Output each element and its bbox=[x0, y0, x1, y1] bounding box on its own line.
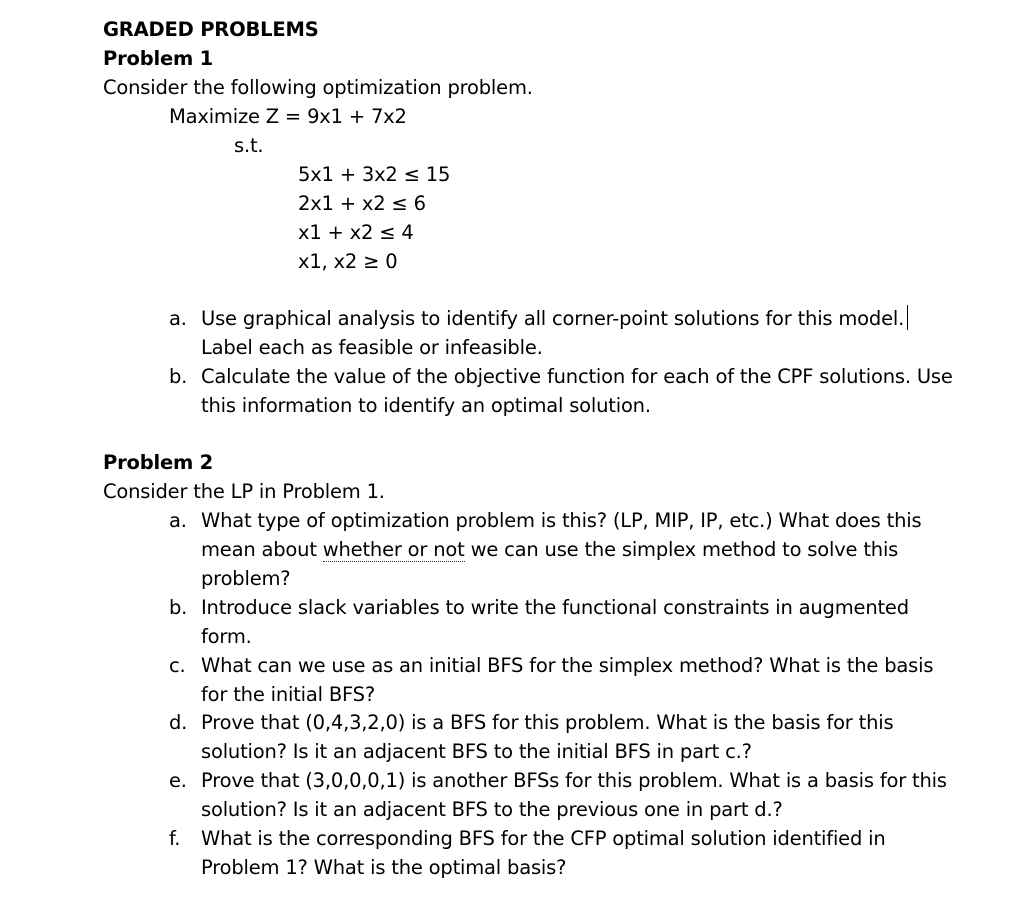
list-marker: e. bbox=[169, 769, 187, 792]
problem-2c-line-1: What can we use as an initial BFS for the simplex method? What is the basis bbox=[201, 654, 934, 677]
problem-1a-line-1: Use graphical analysis to identify all corner-point solutions for this model. bbox=[201, 307, 905, 330]
subject-to-label: s.t. bbox=[234, 134, 264, 157]
list-marker: a. bbox=[169, 307, 187, 330]
problem-2f-line-1: What is the corresponding BFS for the CFP optimal solution identified in bbox=[201, 827, 886, 850]
objective-function: Maximize Z = 9x1 + 7x2 bbox=[169, 105, 407, 128]
problem-1b-line-1: Calculate the value of the objective function for each of the CPF solutions. Use bbox=[201, 365, 953, 388]
nonnegativity-constraint: x1, x2 ≥ 0 bbox=[298, 250, 398, 273]
spelling-flagged-phrase: whether or not bbox=[322, 538, 465, 561]
problem-1-intro: Consider the following optimization problem. bbox=[103, 76, 533, 99]
problem-2b-line-2: form. bbox=[201, 625, 252, 648]
problem-1-title: Problem 1 bbox=[103, 47, 214, 70]
problem-1a-line-2: Label each as feasible or infeasible. bbox=[201, 336, 543, 359]
problem-2b-line-1: Introduce slack variables to write the functional constraints in augmented bbox=[201, 596, 909, 619]
constraint-3: x1 + x2 ≤ 4 bbox=[298, 221, 414, 244]
problem-2f-line-2: Problem 1? What is the optimal basis? bbox=[201, 856, 567, 879]
constraint-2: 2x1 + x2 ≤ 6 bbox=[298, 192, 426, 215]
problem-2e-line-1: Prove that (3,0,0,0,1) is another BFSs for this problem. What is a basis for this bbox=[201, 769, 947, 792]
problem-2e-line-2: solution? Is it an adjacent BFS to the previous one in part d.? bbox=[201, 798, 783, 821]
list-marker: f. bbox=[169, 827, 181, 850]
text-cursor bbox=[907, 305, 908, 330]
problem-2-intro: Consider the LP in Problem 1. bbox=[103, 480, 385, 503]
problem-2a-line-2-pre: mean about bbox=[201, 538, 323, 561]
document-heading: GRADED PROBLEMS bbox=[103, 18, 319, 41]
list-marker: d. bbox=[169, 711, 188, 734]
problem-2d-line-2: solution? Is it an adjacent BFS to the initial BFS in part c.? bbox=[201, 740, 752, 763]
list-marker: a. bbox=[169, 509, 187, 532]
problem-2a-line-2 bbox=[201, 540, 898, 560]
constraint-1: 5x1 + 3x2 ≤ 15 bbox=[298, 163, 451, 186]
problem-2-title: Problem 2 bbox=[103, 451, 214, 474]
problem-2a-line-2-post: we can use the simplex method to solve this bbox=[464, 538, 899, 561]
problem-2d-line-1: Prove that (0,4,3,2,0) is a BFS for this problem. What is the basis for this bbox=[201, 711, 894, 734]
problem-2a-line-1: What type of optimization problem is this? (LP, MIP, IP, etc.) What does this bbox=[201, 509, 922, 532]
list-marker: c. bbox=[169, 654, 186, 677]
problem-1b-line-2: this information to identify an optimal solution. bbox=[201, 394, 651, 417]
problem-2c-line-2: for the initial BFS? bbox=[201, 683, 376, 706]
problem-2a-line-3: problem? bbox=[201, 567, 291, 590]
list-marker: b. bbox=[169, 365, 188, 388]
list-marker: b. bbox=[169, 596, 188, 619]
